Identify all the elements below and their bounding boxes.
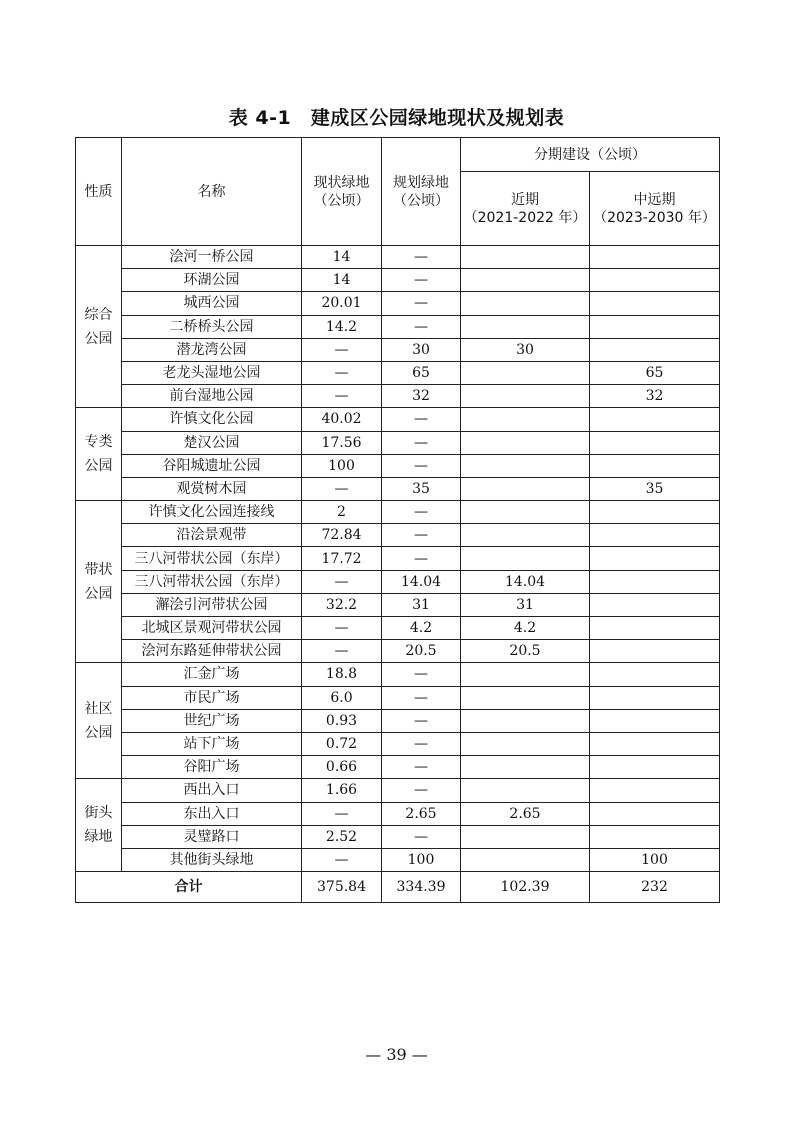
current-cell: 18.8 [302, 663, 382, 686]
current-cell: — [302, 338, 382, 361]
planned-cell: — [382, 732, 461, 755]
near-cell [461, 709, 590, 732]
planned-cell: — [382, 756, 461, 779]
mid-cell [590, 408, 720, 431]
category-line: 公园 [84, 330, 113, 347]
header-mid-line2: （2023-2030 年） [593, 209, 716, 226]
name-cell: 谷阳广场 [122, 756, 302, 779]
table-row [76, 408, 720, 431]
planned-cell: 2.65 [382, 802, 461, 825]
table-row [76, 292, 720, 315]
header-mid [590, 172, 720, 246]
table-row [76, 570, 720, 593]
planned-cell: — [382, 547, 461, 570]
table-row [76, 315, 720, 338]
mid-cell [590, 686, 720, 709]
table-row [76, 593, 720, 616]
planned-cell: 4.2 [382, 617, 461, 640]
table-title: 表 4-1 建成区公园绿地现状及规划表 [228, 107, 565, 129]
name-cell: 西出入口 [122, 779, 302, 802]
name-cell: 潜龙湾公园 [122, 338, 302, 361]
name-cell: 站下广场 [122, 732, 302, 755]
table-row [76, 709, 720, 732]
near-cell [461, 477, 590, 500]
green-space-table [75, 137, 720, 903]
planned-cell: 35 [382, 477, 461, 500]
category-cell [76, 408, 122, 501]
near-cell [461, 848, 590, 871]
planned-cell: — [382, 686, 461, 709]
planned-cell: 100 [382, 848, 461, 871]
mid-cell [590, 593, 720, 616]
table-row [76, 501, 720, 524]
category-line: 带状 [84, 561, 113, 578]
name-cell: 浍河东路延伸带状公园 [122, 640, 302, 663]
header-current-line2: （公顷） [313, 192, 370, 209]
category-line: 综合 [84, 306, 113, 323]
current-cell: 0.93 [302, 709, 382, 732]
name-cell: 环湖公园 [122, 269, 302, 292]
current-cell: — [302, 385, 382, 408]
table-row [76, 431, 720, 454]
current-cell: 0.72 [302, 732, 382, 755]
mid-cell: 32 [590, 385, 720, 408]
name-cell: 汇金广场 [122, 663, 302, 686]
near-cell: 4.2 [461, 617, 590, 640]
current-cell: — [302, 640, 382, 663]
planned-cell: 20.5 [382, 640, 461, 663]
total-row [76, 872, 720, 903]
table-row [76, 640, 720, 663]
planned-cell: — [382, 408, 461, 431]
table-row [76, 802, 720, 825]
planned-cell: — [382, 825, 461, 848]
header-nature: 性质 [76, 138, 122, 246]
mid-cell [590, 802, 720, 825]
name-cell: 澥浍引河带状公园 [122, 593, 302, 616]
name-cell: 许慎文化公园连接线 [122, 501, 302, 524]
mid-cell: 35 [590, 477, 720, 500]
table-row [76, 756, 720, 779]
name-cell: 沿浍景观带 [122, 524, 302, 547]
header-planned-line1: 规划绿地 [393, 174, 449, 191]
planned-cell: — [382, 269, 461, 292]
near-cell [461, 408, 590, 431]
mid-cell [590, 338, 720, 361]
planned-cell: — [382, 779, 461, 802]
current-cell: 14.2 [302, 315, 382, 338]
mid-cell [590, 547, 720, 570]
category-cell [76, 663, 122, 779]
mid-cell [590, 617, 720, 640]
mid-cell [590, 709, 720, 732]
name-cell: 许慎文化公园 [122, 408, 302, 431]
planned-cell: — [382, 501, 461, 524]
current-cell: — [302, 617, 382, 640]
total-current: 375.84 [302, 872, 382, 903]
header-planned [382, 138, 461, 246]
header-current-line1: 现状绿地 [313, 174, 370, 191]
mid-cell [590, 501, 720, 524]
name-cell: 市民广场 [122, 686, 302, 709]
category-line: 绿地 [84, 829, 113, 846]
current-cell: 20.01 [302, 292, 382, 315]
mid-cell [590, 663, 720, 686]
current-cell: — [302, 802, 382, 825]
category-cell [76, 779, 122, 872]
near-cell [461, 246, 590, 269]
name-cell: 灵璧路口 [122, 825, 302, 848]
near-cell: 20.5 [461, 640, 590, 663]
current-cell: 17.72 [302, 547, 382, 570]
planned-cell: — [382, 246, 461, 269]
mid-cell [590, 431, 720, 454]
total-near: 102.39 [461, 872, 590, 903]
current-cell: 32.2 [302, 593, 382, 616]
table-row [76, 779, 720, 802]
table-row [76, 338, 720, 361]
near-cell [461, 825, 590, 848]
name-cell: 谷阳城遗址公园 [122, 454, 302, 477]
current-cell: 0.66 [302, 756, 382, 779]
planned-cell: — [382, 292, 461, 315]
near-cell: 30 [461, 338, 590, 361]
name-cell: 其他街头绿地 [122, 848, 302, 871]
header-near [461, 172, 590, 246]
near-cell: 2.65 [461, 802, 590, 825]
name-cell: 前台湿地公园 [122, 385, 302, 408]
total-label: 合计 [76, 872, 302, 903]
table-row [76, 269, 720, 292]
page-number: — 39 — [365, 1045, 428, 1064]
table-row [76, 663, 720, 686]
name-cell: 二桥桥头公园 [122, 315, 302, 338]
planned-cell: — [382, 663, 461, 686]
mid-cell [590, 315, 720, 338]
mid-cell [590, 246, 720, 269]
planned-cell: — [382, 709, 461, 732]
current-cell: — [302, 477, 382, 500]
planned-cell: — [382, 431, 461, 454]
category-line: 社区 [84, 700, 113, 717]
table-row [76, 547, 720, 570]
mid-cell [590, 524, 720, 547]
near-cell [461, 547, 590, 570]
table-row [76, 361, 720, 384]
table-row [76, 848, 720, 871]
name-cell: 三八河带状公园（东岸） [122, 547, 302, 570]
table-row [76, 686, 720, 709]
planned-cell: — [382, 454, 461, 477]
name-cell: 世纪广场 [122, 709, 302, 732]
name-cell: 老龙头湿地公园 [122, 361, 302, 384]
name-cell: 观赏树木园 [122, 477, 302, 500]
table-row [76, 477, 720, 500]
current-cell: — [302, 361, 382, 384]
table-body [76, 246, 720, 872]
table-row [76, 732, 720, 755]
category-line: 街头 [84, 805, 113, 822]
near-cell [461, 501, 590, 524]
table-row [76, 246, 720, 269]
mid-cell: 100 [590, 848, 720, 871]
current-cell: 72.84 [302, 524, 382, 547]
total-planned: 334.39 [382, 872, 461, 903]
mid-cell [590, 269, 720, 292]
category-line: 公园 [84, 585, 113, 602]
name-cell: 北城区景观河带状公园 [122, 617, 302, 640]
mid-cell [590, 454, 720, 477]
header-mid-line1: 中远期 [633, 191, 676, 208]
name-cell: 城西公园 [122, 292, 302, 315]
near-cell [461, 431, 590, 454]
mid-cell [590, 779, 720, 802]
current-cell: 2 [302, 501, 382, 524]
planned-cell: — [382, 524, 461, 547]
category-line: 公园 [84, 458, 113, 475]
table-row [76, 385, 720, 408]
near-cell [461, 524, 590, 547]
mid-cell: 65 [590, 361, 720, 384]
total-mid: 232 [590, 872, 720, 903]
planned-cell: — [382, 315, 461, 338]
current-cell: 14 [302, 269, 382, 292]
near-cell [461, 454, 590, 477]
current-cell: 14 [302, 246, 382, 269]
current-cell: 6.0 [302, 686, 382, 709]
near-cell [461, 269, 590, 292]
table-row [76, 524, 720, 547]
table-row [76, 617, 720, 640]
near-cell [461, 663, 590, 686]
current-cell: — [302, 570, 382, 593]
name-cell: 东出入口 [122, 802, 302, 825]
category-line: 公园 [84, 724, 113, 741]
current-cell: — [302, 848, 382, 871]
name-cell: 三八河带状公园（东岸） [122, 570, 302, 593]
table-row [76, 454, 720, 477]
category-line: 专类 [84, 434, 113, 451]
mid-cell [590, 756, 720, 779]
name-cell: 楚汉公园 [122, 431, 302, 454]
mid-cell [590, 640, 720, 663]
planned-cell: 31 [382, 593, 461, 616]
table-row [76, 825, 720, 848]
near-cell [461, 779, 590, 802]
near-cell [461, 686, 590, 709]
mid-cell [590, 732, 720, 755]
planned-cell: 30 [382, 338, 461, 361]
near-cell: 31 [461, 593, 590, 616]
near-cell [461, 385, 590, 408]
mid-cell [590, 292, 720, 315]
header-planned-line2: （公顷） [393, 192, 449, 209]
header-phased: 分期建设（公顷） [461, 138, 720, 172]
current-cell: 2.52 [302, 825, 382, 848]
mid-cell [590, 570, 720, 593]
near-cell [461, 292, 590, 315]
header-name: 名称 [122, 138, 302, 246]
current-cell: 40.02 [302, 408, 382, 431]
name-cell: 浍河一桥公园 [122, 246, 302, 269]
near-cell [461, 315, 590, 338]
category-cell [76, 501, 122, 663]
planned-cell: 65 [382, 361, 461, 384]
mid-cell [590, 825, 720, 848]
near-cell: 14.04 [461, 570, 590, 593]
category-cell [76, 246, 122, 408]
current-cell: 1.66 [302, 779, 382, 802]
planned-cell: 32 [382, 385, 461, 408]
header-near-line1: 近期 [511, 191, 539, 208]
header-near-line2: （2021-2022 年） [463, 209, 587, 226]
near-cell [461, 732, 590, 755]
current-cell: 100 [302, 454, 382, 477]
header-current [302, 138, 382, 246]
near-cell [461, 361, 590, 384]
near-cell [461, 756, 590, 779]
current-cell: 17.56 [302, 431, 382, 454]
planned-cell: 14.04 [382, 570, 461, 593]
